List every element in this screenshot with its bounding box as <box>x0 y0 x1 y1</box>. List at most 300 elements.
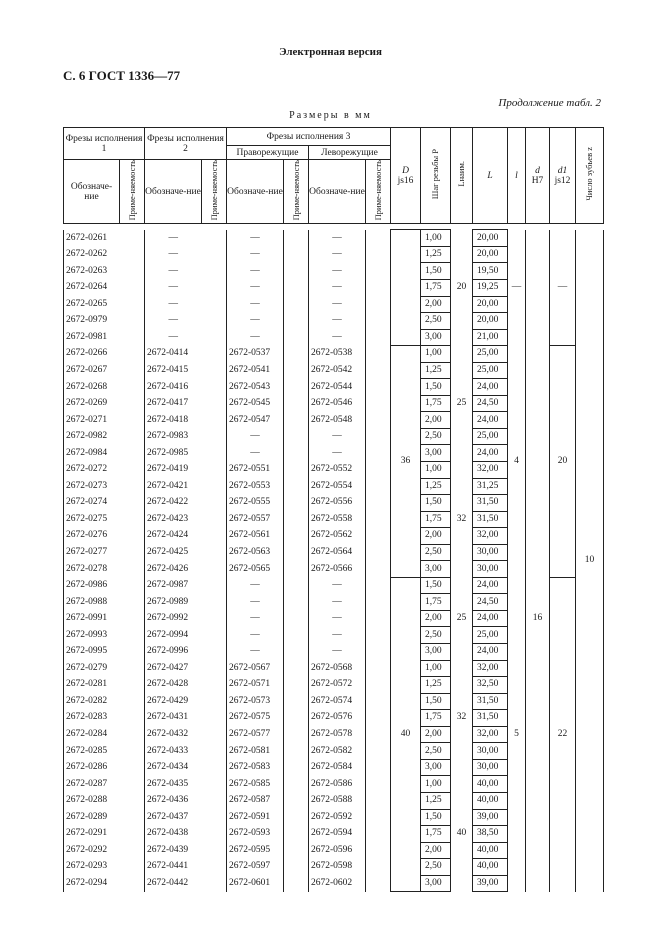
applicability-exec1 <box>120 693 145 710</box>
applicability-exec1 <box>120 577 145 594</box>
pitch-value: 1,50 <box>421 379 451 396</box>
designation-right-hand: 2672-0565 <box>229 563 271 574</box>
designation-left-hand: 2672-0552 <box>311 464 353 475</box>
lmax-value: 25 <box>451 577 473 660</box>
applicability-right-hand <box>284 627 309 644</box>
lmax-header: Lнаим. <box>451 128 473 224</box>
designation-exec1: 2672-0995 <box>64 644 120 661</box>
designation-left-hand: — <box>332 282 342 293</box>
applicability-exec2 <box>202 826 227 843</box>
designation-exec1: 2672-0284 <box>64 726 120 743</box>
designation-left-hand: 2672-0558 <box>311 513 353 524</box>
d1-header: d1 js12 <box>550 128 576 224</box>
applicability-left-hand <box>366 759 391 776</box>
applicability-exec1 <box>120 329 145 346</box>
applicability-exec1 <box>120 743 145 760</box>
applicability-exec1 <box>120 263 145 280</box>
L-value: 32,50 <box>473 677 508 694</box>
teeth-header: Число зубьев z <box>576 128 604 224</box>
L-value: 32,00 <box>473 726 508 743</box>
applicability-right-hand <box>284 263 309 280</box>
applicability-exec2 <box>202 577 227 594</box>
applicability-left-hand <box>366 792 391 809</box>
units-label: Размеры в мм <box>289 110 372 121</box>
designation-right-hand: 2672-0561 <box>229 530 271 541</box>
applicability-right-hand <box>284 693 309 710</box>
applicability-left-hand <box>366 776 391 793</box>
L-value: 24,00 <box>473 644 508 661</box>
L-value: 40,00 <box>473 776 508 793</box>
group2-header: Фрезы исполнения 2 <box>145 128 227 160</box>
designation-exec1: 2672-0285 <box>64 743 120 760</box>
d-value <box>526 230 550 346</box>
applicability-exec1 <box>120 594 145 611</box>
applicability-right-hand <box>284 677 309 694</box>
designation-exec1: 2672-0267 <box>64 362 120 379</box>
applicability-exec2 <box>202 246 227 263</box>
right-hand-header: Праворежущие <box>227 146 309 160</box>
designation-header: Обозначе-ние <box>145 160 202 224</box>
designation-right-hand: 2672-0537 <box>229 348 271 359</box>
designation-exec1: 2672-0273 <box>64 478 120 495</box>
designation-right-hand: 2672-0553 <box>229 480 271 491</box>
designation-exec1: 2672-0281 <box>64 677 120 694</box>
designation-exec2: 2672-0427 <box>147 662 189 673</box>
applicability-exec2 <box>202 478 227 495</box>
applicability-left-hand <box>366 462 391 479</box>
designation-left-hand: — <box>332 331 342 342</box>
designation-exec1: 2672-0271 <box>64 412 120 429</box>
pitch-value: 2,50 <box>421 859 451 876</box>
applicability-right-hand <box>284 875 309 892</box>
applicability-left-hand <box>366 528 391 545</box>
designation-exec2: 2672-0989 <box>147 596 189 607</box>
pitch-value: 1,50 <box>421 495 451 512</box>
L-value: 24,00 <box>473 577 508 594</box>
applicability-exec2 <box>202 362 227 379</box>
L-value: 20,00 <box>473 246 508 263</box>
pitch-value: 2,00 <box>421 296 451 313</box>
lmax-value: 25 <box>451 346 473 462</box>
applicability-right-hand <box>284 528 309 545</box>
l-header: l <box>508 128 526 224</box>
pitch-value: 2,00 <box>421 412 451 429</box>
applicability-right-hand <box>284 859 309 876</box>
applicability-right-hand <box>284 246 309 263</box>
designation-exec2: 2672-0417 <box>147 398 189 409</box>
applicability-right-hand <box>284 495 309 512</box>
designation-exec1: 2672-0287 <box>64 776 120 793</box>
applicability-right-hand <box>284 280 309 297</box>
designation-right-hand: — <box>250 447 260 458</box>
designation-exec1: 2672-0265 <box>64 296 120 313</box>
applicability-left-hand <box>366 561 391 578</box>
applicability-right-hand <box>284 478 309 495</box>
designation-exec1: 2672-0261 <box>64 230 120 247</box>
applicability-right-hand <box>284 594 309 611</box>
pitch-value: 1,50 <box>421 577 451 594</box>
applicability-right-hand <box>284 362 309 379</box>
designation-exec1: 2672-0283 <box>64 710 120 727</box>
applicability-exec1 <box>120 776 145 793</box>
designation-exec2: 2672-0992 <box>147 613 189 624</box>
applicability-exec1 <box>120 842 145 859</box>
designation-exec2: 2672-0429 <box>147 695 189 706</box>
applicability-exec2 <box>202 627 227 644</box>
applicability-left-hand <box>366 395 391 412</box>
applicability-exec1 <box>120 379 145 396</box>
D-value <box>391 230 421 346</box>
applicability-exec1 <box>120 561 145 578</box>
applicability-right-hand <box>284 379 309 396</box>
L-value: 38,50 <box>473 826 508 843</box>
applicability-exec1 <box>120 544 145 561</box>
applicability-header: Приме-няемость <box>120 160 145 224</box>
applicability-exec1 <box>120 246 145 263</box>
designation-left-hand: — <box>332 315 342 326</box>
designation-exec2: 2672-0996 <box>147 646 189 657</box>
designation-left-hand: 2672-0586 <box>311 778 353 789</box>
D-value: 36 <box>391 346 421 578</box>
group1-header: Фрезы исполнения 1 <box>64 128 145 160</box>
designation-right-hand: 2672-0557 <box>229 513 271 524</box>
applicability-exec1 <box>120 445 145 462</box>
applicability-left-hand <box>366 544 391 561</box>
pitch-value: 1,75 <box>421 280 451 297</box>
designation-exec1: 2672-0289 <box>64 809 120 826</box>
designation-exec1: 2672-0988 <box>64 594 120 611</box>
designation-exec1: 2672-0294 <box>64 875 120 892</box>
designation-right-hand: 2672-0587 <box>229 795 271 806</box>
pitch-value: 1,75 <box>421 594 451 611</box>
applicability-left-hand <box>366 710 391 727</box>
applicability-exec1 <box>120 859 145 876</box>
applicability-exec2 <box>202 379 227 396</box>
designation-left-hand: 2672-0544 <box>311 381 353 392</box>
dimensions-table <box>63 127 604 892</box>
designation-right-hand: — <box>250 331 260 342</box>
d-header: d H7 <box>526 128 550 224</box>
applicability-exec1 <box>120 362 145 379</box>
L-value: 25,00 <box>473 627 508 644</box>
L-value: 24,00 <box>473 610 508 627</box>
applicability-right-hand <box>284 428 309 445</box>
designation-exec2: 2672-0432 <box>147 729 189 740</box>
d-value: 16 <box>526 346 550 892</box>
d1-value: 22 <box>550 577 576 891</box>
applicability-right-hand <box>284 710 309 727</box>
applicability-exec2 <box>202 776 227 793</box>
pitch-value: 3,00 <box>421 644 451 661</box>
pitch-value: 2,50 <box>421 627 451 644</box>
pitch-value: 2,50 <box>421 313 451 330</box>
designation-exec1: 2672-0982 <box>64 428 120 445</box>
applicability-left-hand <box>366 362 391 379</box>
L-value: 25,00 <box>473 362 508 379</box>
designation-left-hand: — <box>332 265 342 276</box>
designation-left-hand: 2672-0588 <box>311 795 353 806</box>
applicability-exec2 <box>202 346 227 363</box>
applicability-exec1 <box>120 710 145 727</box>
designation-right-hand: 2672-0571 <box>229 679 271 690</box>
electronic-version-label: Электронная версия <box>279 46 382 58</box>
designation-exec1: 2672-0991 <box>64 610 120 627</box>
applicability-right-hand <box>284 610 309 627</box>
designation-left-hand: 2672-0582 <box>311 745 353 756</box>
designation-right-hand: 2672-0591 <box>229 811 271 822</box>
applicability-exec2 <box>202 792 227 809</box>
designation-exec1: 2672-0286 <box>64 759 120 776</box>
applicability-right-hand <box>284 743 309 760</box>
designation-exec2: 2672-0428 <box>147 679 189 690</box>
applicability-exec2 <box>202 677 227 694</box>
applicability-exec2 <box>202 809 227 826</box>
applicability-exec2 <box>202 594 227 611</box>
table-continuation-label: Продолжение табл. 2 <box>498 97 601 109</box>
applicability-exec2 <box>202 462 227 479</box>
page-title: С. 6 ГОСТ 1336—77 <box>63 68 181 83</box>
pitch-header: Шаг резьбы P <box>421 128 451 224</box>
designation-exec2: — <box>168 249 178 260</box>
designation-exec1: 2672-0979 <box>64 313 120 330</box>
designation-left-hand: 2672-0556 <box>311 497 353 508</box>
designation-right-hand: 2672-0577 <box>229 729 271 740</box>
lmax-value: 40 <box>451 776 473 892</box>
designation-exec2: 2672-0414 <box>147 348 189 359</box>
pitch-value: 1,25 <box>421 478 451 495</box>
l-value: 4 <box>508 346 526 578</box>
applicability-exec1 <box>120 395 145 412</box>
lmax-value: 32 <box>451 462 473 578</box>
applicability-exec1 <box>120 478 145 495</box>
designation-right-hand: 2672-0545 <box>229 398 271 409</box>
pitch-value: 2,00 <box>421 610 451 627</box>
table-row <box>64 346 604 363</box>
applicability-exec1 <box>120 627 145 644</box>
applicability-right-hand <box>284 826 309 843</box>
applicability-left-hand <box>366 230 391 247</box>
applicability-right-hand <box>284 329 309 346</box>
applicability-left-hand <box>366 313 391 330</box>
L-value: 31,50 <box>473 693 508 710</box>
applicability-exec2 <box>202 329 227 346</box>
pitch-value: 2,00 <box>421 726 451 743</box>
designation-exec2: — <box>168 298 178 309</box>
designation-left-hand: — <box>332 447 342 458</box>
designation-right-hand: 2672-0601 <box>229 877 271 888</box>
L-value: 24,00 <box>473 412 508 429</box>
L-value: 31,25 <box>473 478 508 495</box>
d1-value: 20 <box>550 346 576 578</box>
applicability-exec2 <box>202 280 227 297</box>
designation-right-hand: — <box>250 580 260 591</box>
applicability-left-hand <box>366 677 391 694</box>
designation-right-hand: 2672-0575 <box>229 712 271 723</box>
applicability-exec1 <box>120 528 145 545</box>
applicability-left-hand <box>366 246 391 263</box>
designation-header: Обозначе-ние <box>309 160 366 224</box>
applicability-left-hand <box>366 329 391 346</box>
pitch-value: 2,50 <box>421 428 451 445</box>
designation-left-hand: — <box>332 580 342 591</box>
designation-exec1: 2672-0277 <box>64 544 120 561</box>
designation-right-hand: — <box>250 629 260 640</box>
applicability-exec1 <box>120 511 145 528</box>
applicability-exec1 <box>120 644 145 661</box>
designation-left-hand: — <box>332 646 342 657</box>
applicability-right-hand <box>284 842 309 859</box>
pitch-value: 1,00 <box>421 776 451 793</box>
applicability-header: Приме-няемость <box>284 160 309 224</box>
applicability-left-hand <box>366 743 391 760</box>
designation-left-hand: 2672-0576 <box>311 712 353 723</box>
applicability-right-hand <box>284 313 309 330</box>
designation-exec1: 2672-0292 <box>64 842 120 859</box>
L-value: 40,00 <box>473 842 508 859</box>
designation-right-hand: — <box>250 282 260 293</box>
applicability-exec2 <box>202 710 227 727</box>
applicability-right-hand <box>284 792 309 809</box>
applicability-left-hand <box>366 826 391 843</box>
applicability-exec1 <box>120 495 145 512</box>
L-value: 21,00 <box>473 329 508 346</box>
L-value: 32,00 <box>473 462 508 479</box>
applicability-right-hand <box>284 759 309 776</box>
designation-header: Обозначе-ние <box>64 160 120 224</box>
designation-left-hand: 2672-0542 <box>311 365 353 375</box>
pitch-value: 1,75 <box>421 710 451 727</box>
L-value: 40,00 <box>473 859 508 876</box>
applicability-exec2 <box>202 644 227 661</box>
lmax-value: 32 <box>451 660 473 776</box>
L-value: 39,00 <box>473 875 508 892</box>
pitch-value: 1,00 <box>421 230 451 247</box>
L-value: 24,00 <box>473 379 508 396</box>
applicability-exec2 <box>202 610 227 627</box>
applicability-exec1 <box>120 346 145 363</box>
designation-exec1: 2672-0264 <box>64 280 120 297</box>
designation-exec1: 2672-0268 <box>64 379 120 396</box>
designation-exec2: — <box>168 232 178 243</box>
designation-right-hand: 2672-0585 <box>229 778 271 789</box>
designation-exec2: 2672-0419 <box>147 464 189 475</box>
pitch-value: 3,00 <box>421 445 451 462</box>
designation-right-hand: 2672-0597 <box>229 861 271 872</box>
designation-exec2: 2672-0442 <box>147 877 189 888</box>
applicability-exec2 <box>202 528 227 545</box>
applicability-exec1 <box>120 759 145 776</box>
pitch-value: 2,50 <box>421 743 451 760</box>
designation-left-hand: 2672-0578 <box>311 729 353 740</box>
applicability-right-hand <box>284 809 309 826</box>
applicability-exec2 <box>202 859 227 876</box>
pitch-value: 1,50 <box>421 263 451 280</box>
designation-exec2: 2672-0435 <box>147 778 189 789</box>
designation-exec2: — <box>168 331 178 342</box>
applicability-exec2 <box>202 263 227 280</box>
pitch-value: 1,75 <box>421 511 451 528</box>
designation-exec2: 2672-0423 <box>147 513 189 524</box>
designation-left-hand: 2672-0594 <box>311 828 353 839</box>
applicability-right-hand <box>284 561 309 578</box>
designation-left-hand: — <box>332 613 342 624</box>
applicability-left-hand <box>366 693 391 710</box>
pitch-value: 2,00 <box>421 528 451 545</box>
applicability-left-hand <box>366 875 391 892</box>
designation-exec2: 2672-0422 <box>147 497 189 508</box>
designation-left-hand: 2672-0562 <box>311 530 353 541</box>
designation-exec1: 2672-0269 <box>64 395 120 412</box>
designation-exec2: — <box>168 315 178 326</box>
applicability-left-hand <box>366 859 391 876</box>
designation-left-hand: 2672-0568 <box>311 662 353 673</box>
applicability-left-hand <box>366 660 391 677</box>
table-row <box>64 577 604 594</box>
designation-left-hand: 2672-0574 <box>311 695 353 706</box>
designation-exec1: 2672-0282 <box>64 693 120 710</box>
designation-exec2: 2672-0418 <box>147 414 189 425</box>
designation-exec2: 2672-0431 <box>147 712 189 723</box>
pitch-value: 1,25 <box>421 792 451 809</box>
designation-left-hand: 2672-0566 <box>311 563 353 574</box>
L-value: 31,50 <box>473 710 508 727</box>
L-value: 20,00 <box>473 313 508 330</box>
l-value: 5 <box>508 577 526 891</box>
designation-left-hand: 2672-0602 <box>311 877 353 888</box>
designation-exec1: 2672-0293 <box>64 859 120 876</box>
designation-exec1: 2672-0263 <box>64 263 120 280</box>
designation-exec2: 2672-0441 <box>147 861 189 872</box>
pitch-value: 1,00 <box>421 462 451 479</box>
pitch-value: 2,00 <box>421 842 451 859</box>
applicability-exec1 <box>120 412 145 429</box>
applicability-right-hand <box>284 346 309 363</box>
designation-exec2: 2672-0994 <box>147 629 189 640</box>
designation-right-hand: 2672-0547 <box>229 414 271 425</box>
pitch-value: 1,50 <box>421 809 451 826</box>
pitch-value: 1,75 <box>421 826 451 843</box>
L-header: L <box>473 128 508 224</box>
designation-exec1: 2672-0276 <box>64 528 120 545</box>
applicability-left-hand <box>366 478 391 495</box>
designation-right-hand: 2672-0563 <box>229 547 271 558</box>
L-value: 30,00 <box>473 561 508 578</box>
applicability-exec1 <box>120 462 145 479</box>
designation-exec2: — <box>168 282 178 293</box>
applicability-right-hand <box>284 577 309 594</box>
pitch-value: 2,50 <box>421 544 451 561</box>
applicability-header: Приме-няемость <box>366 160 391 224</box>
applicability-exec2 <box>202 511 227 528</box>
L-value: 20,00 <box>473 296 508 313</box>
designation-header: Обозначе-ние <box>227 160 284 224</box>
designation-right-hand: 2672-0555 <box>229 497 271 508</box>
designation-right-hand: — <box>250 596 260 607</box>
applicability-exec1 <box>120 313 145 330</box>
applicability-exec1 <box>120 826 145 843</box>
applicability-right-hand <box>284 445 309 462</box>
applicability-exec2 <box>202 544 227 561</box>
designation-exec1: 2672-0274 <box>64 495 120 512</box>
applicability-exec2 <box>202 693 227 710</box>
applicability-exec1 <box>120 610 145 627</box>
pitch-value: 1,00 <box>421 660 451 677</box>
applicability-right-hand <box>284 412 309 429</box>
table-body <box>64 230 604 892</box>
left-hand-header: Леворежущие <box>309 146 391 160</box>
applicability-right-hand <box>284 660 309 677</box>
applicability-exec1 <box>120 660 145 677</box>
